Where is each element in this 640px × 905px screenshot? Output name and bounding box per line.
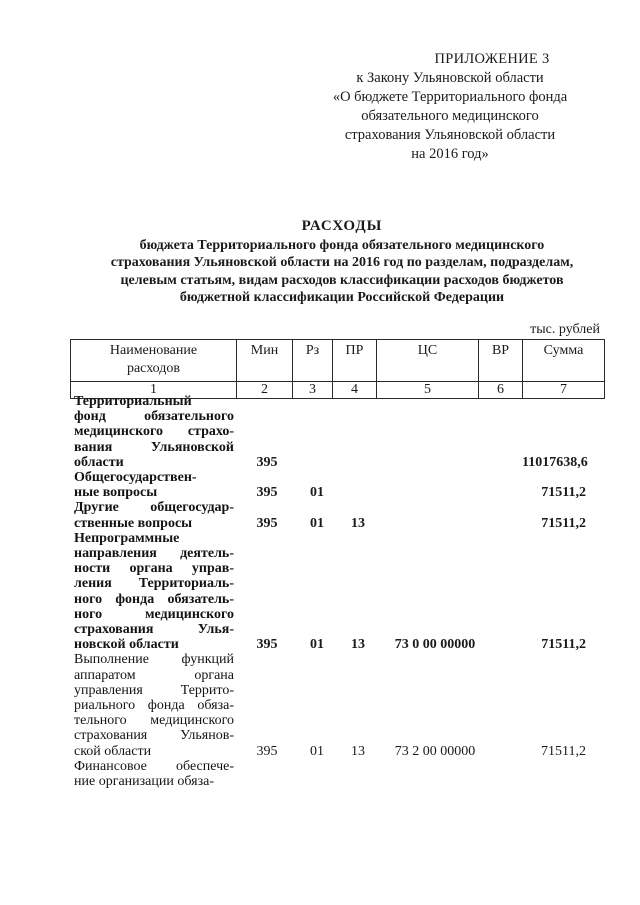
col-header-name: Наименование расходов: [71, 340, 237, 382]
appendix-line: на 2016 год»: [411, 146, 489, 162]
expense-name-line: ления Территориаль-: [74, 576, 234, 592]
subsection-code: 13: [351, 515, 365, 531]
appendix-title: ПРИЛОЖЕНИЕ 3: [434, 51, 550, 67]
expense-name-line: Финансовое обеспече-: [74, 758, 234, 774]
table-row: [70, 500, 604, 530]
units-label: тыс. рублей: [530, 322, 600, 337]
appendix-line: страхования Ульяновской области: [344, 127, 556, 143]
col-header-vr: ВР: [479, 340, 523, 382]
min-code: 395: [256, 637, 278, 653]
appendix-block: [300, 50, 600, 164]
appendix-line: «О бюджете Территориального фонда: [332, 89, 568, 105]
amount: 71511,2: [541, 515, 586, 531]
table-row: [70, 394, 604, 470]
expense-name-line: Общегосударствен-: [74, 470, 197, 486]
col-number: 2: [237, 382, 293, 399]
col-header-cs: ЦС: [377, 340, 479, 382]
expense-name-line: Выполнение функций: [74, 652, 234, 668]
col-number: 7: [523, 382, 605, 399]
expense-name-line: ного фонда обязатель-: [74, 591, 234, 607]
expense-name-line: вания Ульяновской: [74, 439, 234, 455]
expense-name-line: ской области: [74, 743, 152, 759]
expense-name: [70, 500, 234, 530]
col-header-pr: ПР: [333, 340, 377, 382]
expense-name-line: направления деятель-: [74, 546, 234, 562]
expense-name-line: страхования Ульянов-: [74, 728, 234, 744]
col-header-sum: Сумма: [523, 340, 605, 382]
min-code: 395: [256, 743, 278, 759]
amount: 71511,2: [541, 743, 586, 759]
expense-name-line: управления Террито-: [74, 682, 234, 698]
expense-name-line: ственные вопросы: [74, 515, 193, 531]
heading-line: бюджетной классификации Российской Федерации: [179, 290, 505, 305]
expense-name: [70, 531, 234, 653]
table-row: [70, 652, 604, 758]
appendix-line: к Закону Ульяновской области: [356, 70, 544, 86]
section-code: 01: [310, 743, 324, 759]
min-code: 395: [256, 454, 278, 470]
min-code: 395: [256, 485, 278, 501]
expense-table-header: [70, 339, 605, 399]
heading-title: РАСХОДЫ: [301, 218, 383, 234]
expense-name-line: новской области: [74, 637, 179, 653]
col-number: 5: [377, 382, 479, 399]
heading-line: страхования Ульяновской области на 2016 год по разделам, подразделам,: [110, 255, 574, 270]
appendix-line: обязательного медицинского: [361, 108, 539, 124]
expense-name: [70, 394, 234, 470]
expense-name-line: области: [74, 454, 124, 470]
col-header-min: Мин: [237, 340, 293, 382]
section-code: 01: [310, 515, 324, 531]
col-number: 4: [333, 382, 377, 399]
expense-name-line: тельного медицинского: [74, 713, 234, 729]
subsection-code: 13: [351, 637, 365, 653]
heading-line: бюджета Территориального фонда обязательного медицинского: [139, 237, 545, 253]
expense-name-line: медицинского страхо-: [74, 424, 234, 440]
section-code: 01: [310, 485, 324, 501]
expense-name-line: фонд обязательного: [74, 409, 234, 425]
heading-line: целевым статьям, видам расходов классификации расходов бюджетов: [120, 272, 564, 288]
expense-name: [70, 652, 234, 758]
expense-name-line: ные вопросы: [74, 485, 158, 501]
amount: 71511,2: [541, 485, 586, 501]
target-item-code: 73 0 00 00000: [394, 637, 476, 653]
col-number: 1: [71, 382, 237, 399]
expense-name-line: риального фонда обяза-: [74, 698, 234, 714]
col-header-rz: Рз: [293, 340, 333, 382]
subsection-code: 13: [351, 743, 365, 759]
expense-name-line: ности органа управ-: [74, 561, 234, 577]
expense-name-line: ного медицинского: [74, 606, 234, 622]
expense-name-line: Непрограммные: [74, 530, 180, 546]
expense-name: [70, 470, 234, 500]
table-row: [70, 531, 604, 653]
expense-name: [70, 759, 234, 789]
amount: 71511,2: [541, 637, 586, 653]
expense-rows: [70, 394, 604, 789]
document-heading: [86, 218, 598, 307]
expense-name-line: Территориальный: [74, 394, 192, 409]
min-code: 395: [256, 515, 278, 531]
amount: 11017638,6: [522, 454, 588, 470]
target-item-code: 73 2 00 00000: [394, 743, 476, 759]
expense-name-line: Другие общегосудар-: [74, 500, 234, 516]
section-code: 01: [310, 637, 324, 653]
expense-name-line: страхования Улья-: [74, 622, 234, 638]
col-number: 6: [479, 382, 523, 399]
col-number: 3: [293, 382, 333, 399]
table-row: [70, 470, 604, 500]
expense-name-line: аппаратом органа: [74, 667, 234, 683]
table-row: [70, 759, 604, 789]
expense-name-line: ние организации обяза-: [74, 774, 214, 790]
